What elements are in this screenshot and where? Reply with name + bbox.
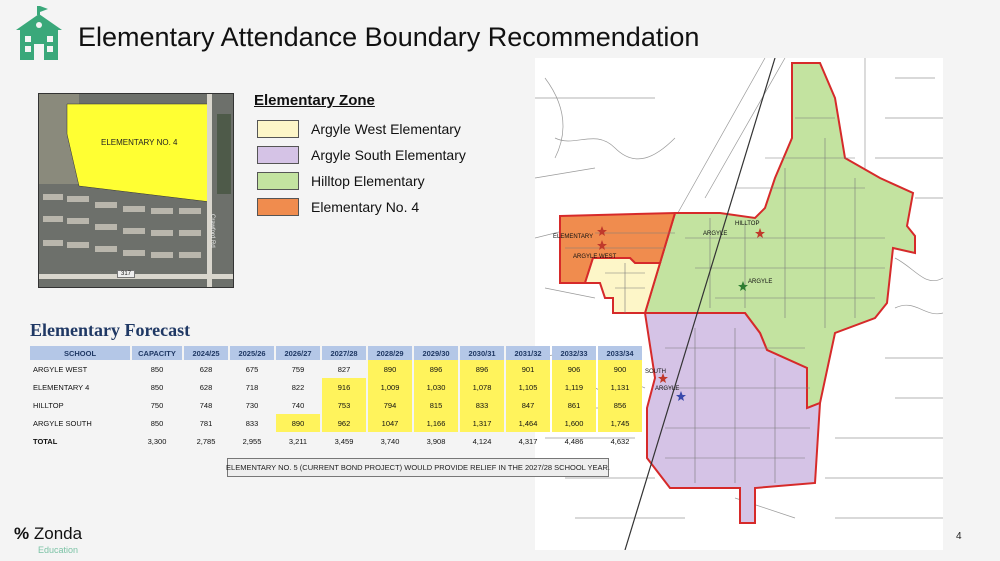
total-cell: 3,908: [426, 436, 446, 446]
map-label-argyle-west: ARGYLE WEST: [573, 254, 617, 260]
legend-swatch: [257, 120, 299, 138]
table-cell: 1,009: [368, 378, 412, 396]
table-row: [30, 396, 642, 414]
legend-item-argyle-south: [257, 146, 466, 164]
column-header: 2025/26: [230, 346, 274, 360]
table-cell: 822: [291, 382, 305, 392]
column-header: 2032/33: [552, 346, 596, 360]
legend-item-elementary-4: [257, 198, 419, 216]
brand-name: Zonda: [33, 524, 83, 543]
aerial-site-image: [38, 93, 234, 288]
total-cell: 3,740: [380, 436, 400, 446]
table-cell: 1,166: [414, 414, 458, 432]
school-name-cell: ARGYLE WEST: [33, 364, 88, 374]
column-header: 2029/30: [414, 346, 458, 360]
column-header: 2028/29: [368, 346, 412, 360]
table-cell: 730: [245, 400, 259, 410]
table-row: [30, 378, 642, 396]
total-cell: 4,124: [472, 436, 492, 446]
table-row: [30, 360, 642, 378]
aerial-street-label: Crawford Rd: [209, 214, 215, 248]
legend-title: Elementary Zone: [254, 92, 375, 109]
page-number: 4: [956, 531, 962, 542]
slide-title: Elementary Attendance Boundary Recommendation: [78, 22, 700, 52]
table-cell: 890: [276, 414, 320, 432]
column-header: SCHOOL: [30, 346, 130, 360]
forecast-table-body: [30, 360, 642, 450]
column-header: 2027/28: [322, 346, 366, 360]
map-label-hilltop: HILLTOP: [735, 221, 760, 227]
brand-logo: [14, 524, 82, 544]
school-name-cell: HILLTOP: [33, 400, 64, 410]
table-cell: 896: [460, 360, 504, 378]
column-header: 2024/25: [184, 346, 228, 360]
table-row: [30, 414, 642, 432]
column-header: 2031/32: [506, 346, 550, 360]
table-cell: 815: [414, 396, 458, 414]
table-cell: 901: [506, 360, 550, 378]
legend-label: Hilltop Elementary: [311, 173, 425, 189]
table-cell: 1,105: [506, 378, 550, 396]
total-cell: 3,211: [288, 436, 308, 446]
table-cell: 833: [245, 418, 259, 428]
brand-subtitle: Education: [38, 545, 79, 555]
table-cell: 1,464: [506, 414, 550, 432]
table-cell: 850: [150, 418, 164, 428]
total-cell: 2,785: [196, 436, 216, 446]
total-cell: 2,955: [242, 436, 262, 446]
total-cell: 3,459: [334, 436, 354, 446]
total-cell: 4,317: [518, 436, 538, 446]
school-house-icon: [12, 6, 66, 62]
table-cell: 1,119: [552, 378, 596, 396]
table-cell: 833: [460, 396, 504, 414]
school-name-cell: ELEMENTARY 4: [33, 382, 90, 392]
map-label-elementary: ELEMENTARY: [553, 234, 594, 240]
table-cell: 1,078: [460, 378, 504, 396]
table-cell: 781: [199, 418, 213, 428]
legend-item-argyle-west: [257, 120, 461, 138]
map-label-south: SOUTH: [645, 369, 666, 375]
legend-label: Argyle West Elementary: [311, 121, 461, 137]
table-cell: 896: [414, 360, 458, 378]
table-cell: 750: [150, 400, 164, 410]
school-name-cell: ARGYLE SOUTH: [33, 418, 92, 428]
table-cell: 1047: [368, 414, 412, 432]
table-cell: 1,600: [552, 414, 596, 432]
table-cell: 1,745: [598, 414, 642, 432]
table-cell: 962: [322, 414, 366, 432]
table-cell: 1,131: [598, 378, 642, 396]
legend-swatch: [257, 146, 299, 164]
aerial-photo-graphic: [39, 94, 233, 287]
table-cell: 916: [322, 378, 366, 396]
map-label-argyle-mid: ARGYLE: [748, 279, 773, 285]
legend-swatch: [257, 172, 299, 190]
forecast-note: ELEMENTARY NO. 5 (CURRENT BOND PROJECT) WOULD PROVIDE RELIEF IN THE 2027/28 SCHOOL YEAR.: [227, 458, 609, 477]
map-label-argyle-south: ARGYLE: [655, 386, 680, 392]
table-cell: 628: [199, 382, 213, 392]
total-cell: 4,632: [610, 436, 630, 446]
table-cell: 847: [506, 396, 550, 414]
table-cell: 861: [552, 396, 596, 414]
table-cell: 890: [368, 360, 412, 378]
table-cell: 900: [598, 360, 642, 378]
table-cell: 850: [150, 382, 164, 392]
map-label-argyle: ARGYLE: [703, 231, 728, 237]
table-cell: 748: [199, 400, 213, 410]
column-header: CAPACITY: [132, 346, 182, 360]
table-cell: 850: [150, 364, 164, 374]
table-cell: 675: [245, 364, 259, 374]
aerial-road-label: 317: [117, 270, 135, 278]
column-header: 2026/27: [276, 346, 320, 360]
legend-label: Argyle South Elementary: [311, 147, 466, 163]
table-header-row: [30, 346, 642, 360]
column-header: 2033/34: [598, 346, 642, 360]
legend-swatch: [257, 198, 299, 216]
table-cell: 794: [368, 396, 412, 414]
table-cell: 906: [552, 360, 596, 378]
total-label-cell: TOTAL: [33, 436, 58, 446]
total-cell: 3,300: [147, 436, 167, 446]
legend-label: Elementary No. 4: [311, 199, 420, 215]
zonda-mark-icon: %: [14, 524, 30, 543]
table-cell: 759: [291, 364, 305, 374]
table-cell: 628: [199, 364, 213, 374]
total-row: [30, 432, 642, 450]
table-cell: 1,030: [414, 378, 458, 396]
total-cell: 4,486: [564, 436, 584, 446]
forecast-title: Elementary Forecast: [30, 320, 191, 340]
table-cell: 1,317: [460, 414, 504, 432]
table-cell: 856: [598, 396, 642, 414]
legend-item-hilltop: [257, 172, 425, 190]
table-cell: 740: [291, 400, 305, 410]
table-cell: 753: [322, 396, 366, 414]
column-header: 2030/31: [460, 346, 504, 360]
aerial-site-label: ELEMENTARY NO. 4: [101, 138, 178, 147]
forecast-table: [28, 346, 644, 450]
table-cell: 827: [337, 364, 351, 374]
table-cell: 718: [245, 382, 259, 392]
